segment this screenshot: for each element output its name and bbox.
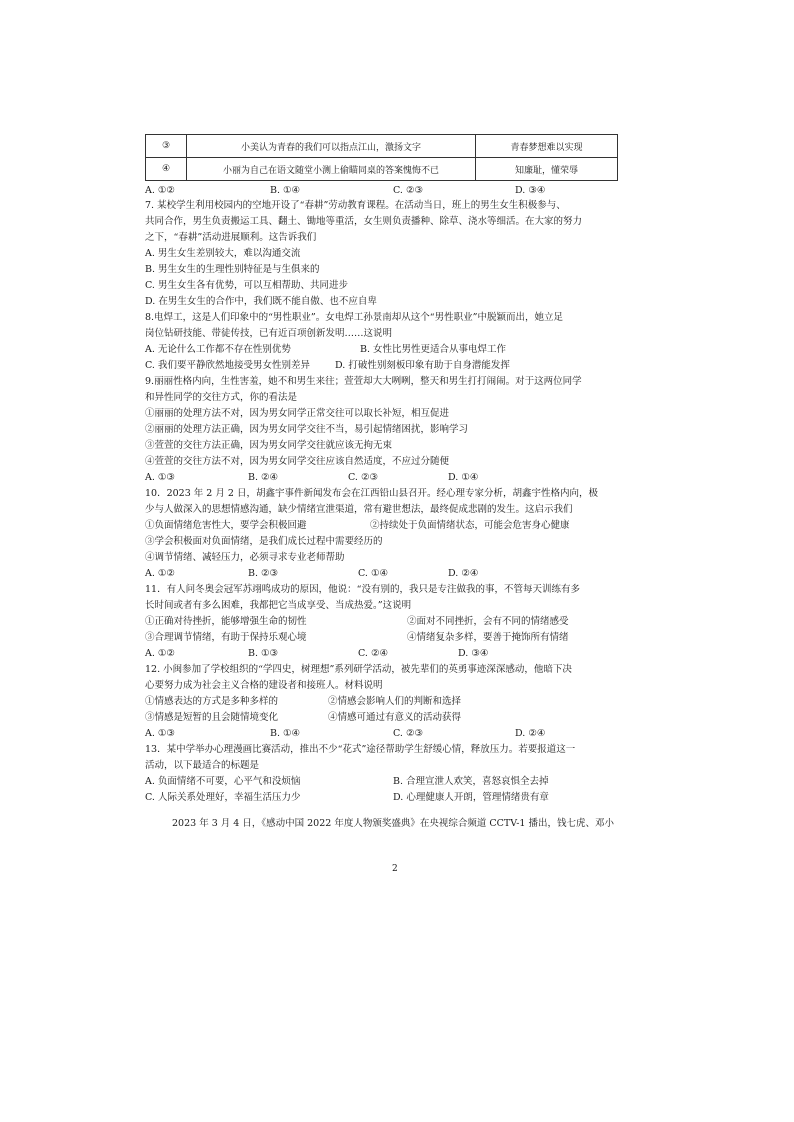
option: B. 女性比男性更适合从事电焊工作 <box>360 344 507 355</box>
q7-option: D. 在男生女生的合作中，我们既不能自傲、也不应自卑 <box>145 296 377 307</box>
q8-stem: 8.电焊工，这是人们印象中的“男性职业”。女电焊工孙景南却从这个“男性职业”中脱颖而出，她立足 <box>145 312 563 323</box>
item: ④情绪复杂多样，要善于掩饰所有情绪 <box>407 632 569 643</box>
q7-stem: 共同合作，男生负责搬运工具、翻土、锄地等重活，女生则负责播种、除草、浇水等细活。在大家的努力 <box>145 216 583 227</box>
item: ③情感是短暂的且会随情境变化 <box>145 712 279 723</box>
item: ②情感会影响人们的判断和选择 <box>328 696 462 707</box>
option: A. 负面情绪不可要，心平气和没烦恼 <box>145 776 301 787</box>
option: D. ③④ <box>458 648 489 659</box>
item: ①负面情绪危害性大，要学会积极回避 <box>145 520 307 531</box>
q10-stem: 10．2023 年 2 月 2 日，胡鑫宇事件新闻发布会在江西铅山县召开。经心理专家分析，胡鑫宇性格内向，极 <box>145 488 598 499</box>
q7-option: C. 男生女生各有优势，可以互相帮助、共同进步 <box>145 280 348 291</box>
q9-item: ①丽丽的处理方法不对，因为男女同学正常交往可以取长补短，相互促进 <box>145 408 450 419</box>
page-number: 2 <box>392 864 398 874</box>
q7-option: A. 男生女生差别较大，难以沟通交流 <box>145 248 301 259</box>
option: A. ①② <box>145 568 175 579</box>
table-cell-result: 青春梦想难以实现 <box>476 135 618 158</box>
q9-item: ③萱萱的交往方法正确，因为男女同学交往就应该无拘无束 <box>145 440 393 451</box>
table-cell-desc: 小丽为自己在语文随堂小测上偷瞄同桌的答案愧悔不已 <box>187 158 476 181</box>
q10-item: ④调节情绪、减轻压力，必须寻求专业老师帮助 <box>145 552 345 563</box>
item: ②面对不同挫折，会有不同的情绪感受 <box>407 616 569 627</box>
q12-stem: 12. 小闽参加了学校组织的“学四史，树理想”系列研学活动，被先辈们的英勇事迹深深感动，他暗下决 <box>145 664 572 675</box>
item: ①正确对待挫折，能够增强生命的韧性 <box>145 616 307 627</box>
option: A. ①③ <box>145 728 175 739</box>
option: B. ②③ <box>248 568 279 579</box>
options-table <box>145 134 618 181</box>
q9-stem: 9.丽丽性格内向，生性害羞，她不和男生来往；萱萱却大大咧咧，整天和男生打打闹闹。对于这两位同学 <box>145 376 582 387</box>
table-cell-desc: 小美认为青春的我们可以指点江山，激扬文字 <box>187 135 476 158</box>
option: A. ①③ <box>145 472 175 483</box>
q9-item: ④萱萱的交往方法不对，因为男女同学交往应该自然适度，不应过分随便 <box>145 456 450 467</box>
option: D. 心理健康人开朗，管理情绪贵有章 <box>393 792 549 803</box>
table-row <box>146 158 618 181</box>
table-row <box>146 135 618 158</box>
option: A. ①② <box>145 185 175 196</box>
item: ③合理调节情绪，有助于保持乐观心境 <box>145 632 307 643</box>
q9-item: ②丽丽的处理方法正确，因为男女同学交往不当，易引起情绪困扰，影响学习 <box>145 424 469 435</box>
passage-line: 2023 年 3 月 4 日，《感动中国 2022 年度人物颁奖盛典》在央视综合频道 CCTV-1 播出，钱七虎、邓小 <box>172 818 614 829</box>
q11-stem: 11．有人问冬奥会冠军苏翊鸣成功的原因，他说：“没有别的，我只是专注做我的事，不管每天训练有多 <box>145 584 580 595</box>
q11-stem: 长时间或者有多么困难，我都把它当成享受、当成热爱。”这说明 <box>145 600 412 611</box>
option: A. 无论什么工作都不存在性别优势 <box>145 344 291 355</box>
option: C. 我们要平静欣然地接受男女性别差异 <box>145 360 310 371</box>
q13-stem: 活动，以下最适合的标题是 <box>145 760 260 771</box>
q7-option: B. 男生女生的生理性别特征是与生俱来的 <box>145 264 320 275</box>
option: B. ①④ <box>270 185 301 196</box>
option: D. ②④ <box>448 568 479 579</box>
option: B. ②④ <box>248 472 279 483</box>
option: B. ①④ <box>270 728 301 739</box>
item: ②持续处于负面情绪状态，可能会危害身心健康 <box>370 520 570 531</box>
table-cell-result: 知廉耻，懂荣辱 <box>476 158 618 181</box>
option: D. ①④ <box>448 472 479 483</box>
option: C. ②③ <box>348 472 379 483</box>
option: C. ②④ <box>358 648 389 659</box>
option: D. ②④ <box>515 728 546 739</box>
option: C. ①④ <box>358 568 389 579</box>
table-cell-num: ③ <box>146 135 187 158</box>
table-cell-num: ④ <box>146 158 187 181</box>
q8-stem: 岗位钻研技能、带徒传技，已有近百项创新发明……这说明 <box>145 328 393 339</box>
option: C. ②③ <box>393 185 424 196</box>
q9-stem: 和异性同学的交往方式，你的看法是 <box>145 392 298 403</box>
option: D. 打破性别刻板印象有助于自身潜能发挥 <box>335 360 510 371</box>
q10-stem: 少与人做深入的思想情感沟通，缺少情绪宣泄渠道，常有避世想法，最终促成悲剧的发生。这启示我们 <box>145 504 573 515</box>
option: C. ②③ <box>393 728 424 739</box>
q7-stem: 7. 某校学生利用校园内的空地开设了“春耕”劳动教育课程。在活动当日，班上的男生女生积极参与、 <box>145 200 566 211</box>
q13-stem: 13．某中学举办心理漫画比赛活动，推出不少“花式”途径帮助学生舒缓心情，释放压力。若要报道这一 <box>145 744 576 755</box>
option: A. ①② <box>145 648 175 659</box>
item: ④情感可通过有意义的活动获得 <box>328 712 462 723</box>
q12-stem: 心要努力成为社会主义合格的建设者和接班人。材料说明 <box>145 680 383 691</box>
option: C. 人际关系处理好，幸福生活压力少 <box>145 792 301 803</box>
option: D. ③④ <box>515 185 546 196</box>
q7-stem: 之下，“春耕”活动进展顺利。这告诉我们 <box>145 232 317 243</box>
q10-item: ③学会积极面对负面情绪，是我们成长过程中需要经历的 <box>145 536 383 547</box>
option: B. ①③ <box>248 648 279 659</box>
option: B. 合理宣泄人欢笑，喜怒哀惧全去掉 <box>393 776 549 787</box>
item: ①情感表达的方式是多种多样的 <box>145 696 279 707</box>
